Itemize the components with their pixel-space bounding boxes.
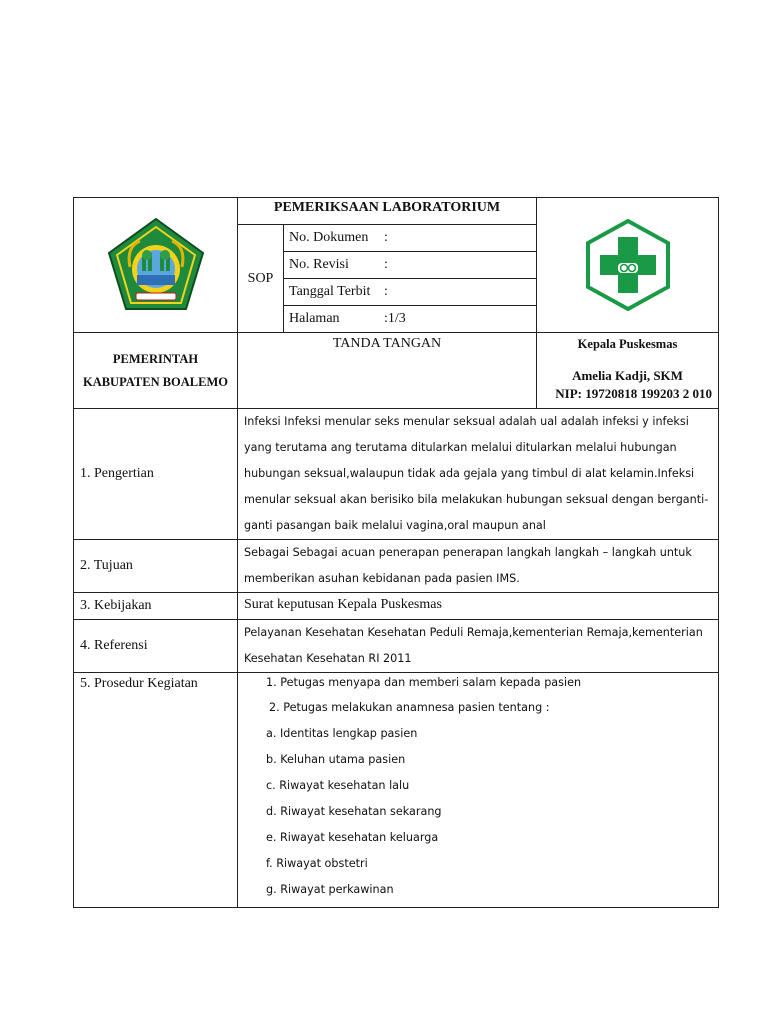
text-line: Pelayanan Kesehatan Kesehatan Peduli Remaja,kementerian Remaja,kementerian: [244, 626, 703, 639]
section-label-tujuan: 2. Tujuan: [74, 540, 238, 593]
sop-label: SOP: [238, 225, 284, 333]
signatory-nip: NIP: 19720818 199203 2 010: [555, 386, 713, 401]
text-line: memberikan asuhan kebidanan pada pasien IMS.: [244, 572, 520, 585]
section-body-kebijakan: Surat keputusan Kepala Puskesmas: [238, 593, 719, 620]
meta-label: Halaman: [289, 311, 340, 326]
text-line: ganti pasangan baik melalui vagina,oral maupun anal: [244, 519, 546, 532]
procedure-step: b. Keluhan utama pasien: [266, 753, 406, 766]
meta-no-revisi: [284, 252, 537, 279]
signature-label: TANDA TANGAN: [238, 333, 537, 409]
puskesmas-logo: [582, 219, 674, 311]
meta-label: No. Dokumen: [289, 230, 369, 245]
meta-no-dokumen: [284, 225, 537, 252]
procedure-step: 2. Petugas melakukan anamnesa pasien tentang :: [269, 701, 550, 714]
section-body-pengertian: [238, 409, 719, 540]
boalemo-regency-emblem: [106, 217, 206, 313]
procedure-step: 1. Petugas menyapa dan memberi salam kepada pasien: [266, 676, 582, 689]
meta-value: :1/3: [384, 311, 406, 326]
org-line-1: PEMERINTAH: [112, 351, 199, 366]
sop-table: [73, 197, 719, 908]
meta-label: Tanggal Terbit: [289, 284, 371, 299]
section-label-referensi: 4. Referensi: [74, 620, 238, 673]
signatory-name: Amelia Kadji, SKM: [572, 368, 683, 383]
section-body-tujuan: [238, 540, 719, 593]
text-line: yang terutama ang terutama ditularkan melalui ditularkan melalui hubungan: [244, 441, 677, 454]
procedure-step: a. Identitas lengkap pasien: [266, 727, 418, 740]
procedure-step: e. Riwayat kesehatan keluarga: [266, 831, 439, 844]
procedure-step: d. Riwayat kesehatan sekarang: [266, 805, 442, 818]
section-label-pengertian: 1. Pengertian: [74, 409, 238, 540]
procedure-step: c. Riwayat kesehatan lalu: [266, 779, 410, 792]
regency-logo-cell: [74, 198, 238, 333]
meta-tanggal-terbit: [284, 279, 537, 306]
procedure-step: f. Riwayat obstetri: [266, 857, 368, 870]
meta-value: :: [384, 257, 388, 272]
text-line: hubungan seksual,walaupun tidak ada gejala yang timbul di alat kelamin.Infeksi: [244, 467, 695, 480]
text-line: Sebagai Sebagai acuan penerapan penerapan langkah langkah – langkah untuk: [244, 546, 692, 559]
section-body-prosedur: [238, 673, 719, 908]
signatory-cell: [537, 333, 719, 409]
procedure-step: g. Riwayat perkawinan: [266, 883, 394, 896]
meta-label: No. Revisi: [289, 257, 349, 272]
document-title: PEMERIKSAAN LABORATORIUM: [238, 198, 537, 225]
meta-value: :: [384, 230, 388, 245]
section-body-referensi: [238, 620, 719, 673]
government-cell: [74, 333, 238, 409]
section-label-prosedur: 5. Prosedur Kegiatan: [74, 673, 238, 908]
puskesmas-logo-cell: [537, 198, 719, 333]
sop-document: [73, 197, 718, 908]
text-line: Infeksi Infeksi menular seks menular seksual adalah ual adalah infeksi y infeksi: [244, 415, 689, 428]
section-label-kebijakan: 3. Kebijakan: [74, 593, 238, 620]
text-line: Kesehatan Kesehatan RI 2011: [244, 652, 412, 665]
text-line: menular seksual akan berisiko bila melakukan hubungan seksual dengan berganti-: [244, 493, 709, 506]
meta-halaman: [284, 306, 537, 333]
meta-value: :: [384, 284, 388, 299]
org-line-2: KABUPATEN BOALEMO: [82, 374, 229, 389]
signatory-position: Kepala Puskesmas: [577, 337, 678, 351]
